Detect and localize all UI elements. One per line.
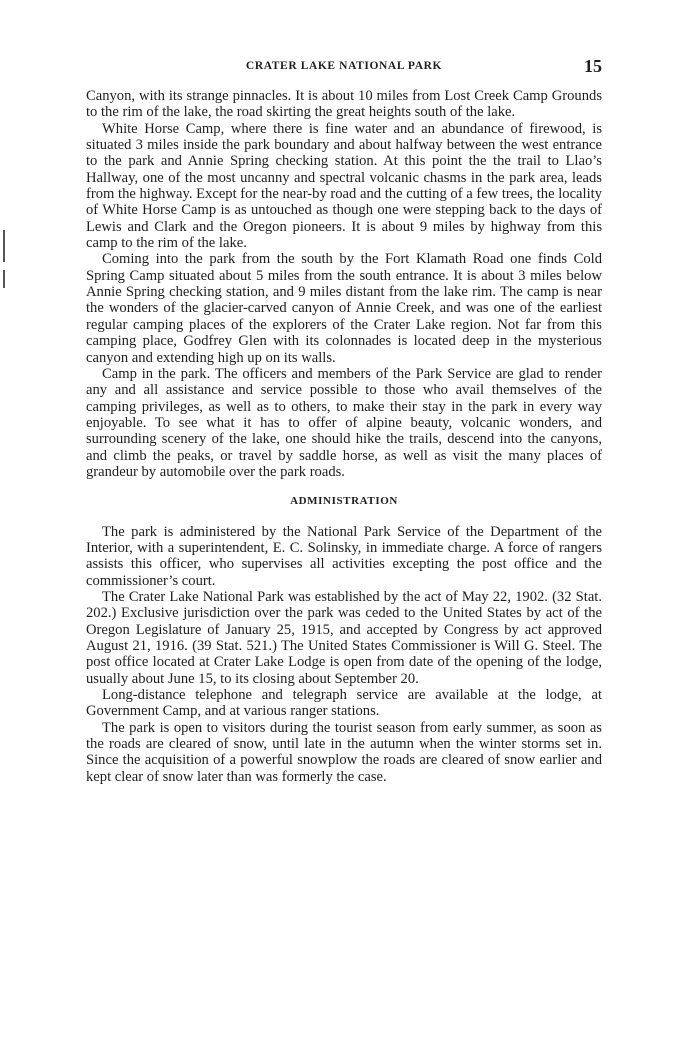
scan-edge-mark (3, 230, 5, 262)
paragraph: The park is open to visitors during the tourist season from early summer, as soon as the roads are cleared of snow, until late in the autumn when the winter storms set in. Since the acquisition of a powerful snowplow the roads are cleared of snow earlier and kept clear of snow later than was formerly the case. (86, 719, 602, 785)
paragraph: White Horse Camp, where there is fine water and an abundance of firewood, is situated 3 miles inside the park boundary and about halfway between the west entrance to the park and Annie Spring checking station. At this point the the trail to Llao’s Hallway, one of the most uncanny and spectral volcanic chasms in the park area, leads from the highway. Except for the near-by road and the cutting of a few trees, the locality of White Horse Camp is as untouched as though one were stepping back to the days of Lewis and Clark and the Oregon pioneers. It is about 9 miles by highway from this camp to the rim of the lake. (86, 120, 602, 252)
body-text (86, 88, 602, 785)
paragraph: Camp in the park. The officers and members of the Park Service are glad to render any and all assistance and service possible to those who avail themselves of the camping privileges, as well as to others, to make their stay in the park in every way enjoyable. To see what it has to offer of alpine beauty, volcanic wonders, and surrounding scenery of the lake, one should hike the trails, descend into the canyons, and climb the peaks, or travel by saddle horse, as well as visit the many places of grandeur by automobile over the park roads. (86, 365, 602, 480)
paragraph: The Crater Lake National Park was established by the act of May 22, 1902. (32 Stat. 202.) Exclusive jurisdiction over the park was ceded to the United States by act of the Oregon Legislature of January 25, 1915, and accepted by Congress by act approved August 21, 1916. (39 Stat. 521.) The United States Commissioner is Will G. Steel. The post office located at Crater Lake Lodge is open from date of the opening of the lodge, usually about June 15, to its closing about September 20. (86, 588, 602, 687)
running-head (86, 56, 602, 78)
paragraph: Coming into the park from the south by the Fort Klamath Road one finds Cold Spring Camp situated about 5 miles from the south entrance. It is about 3 miles below Annie Spring checking station, and 9 miles distant from the lake rim. The camp is near the wonders of the glacier-carved canyon of Annie Creek, and was one of the earliest regular camping places of the explorers of the Crater Lake region. Not far from this camping place, Godfrey Glen with its colonnades is located deep in the mysterious canyon and extending high up on its walls. (86, 251, 602, 366)
section-heading: ADMINISTRATION (290, 495, 398, 508)
running-head-title: CRATER LAKE NATIONAL PARK (245, 60, 443, 72)
paragraph: Canyon, with its strange pinnacles. It is about 10 miles from Lost Creek Camp Grounds to the rim of the lake, the road skirting the great heights south of the lake. (86, 88, 602, 121)
paragraph: Long-distance telephone and telegraph service are available at the lodge, at Government Camp, and at various ranger stations. (86, 687, 602, 720)
scan-edge-mark (3, 270, 5, 288)
paragraph: The park is administered by the National Park Service of the Department of the Interior, with a superintendent, E. C. Solinsky, in immediate charge. A force of rangers assists this officer, who supervises all activities excepting the post office and the commissioner’s court. (86, 523, 602, 589)
page-number: 15 (584, 56, 602, 76)
